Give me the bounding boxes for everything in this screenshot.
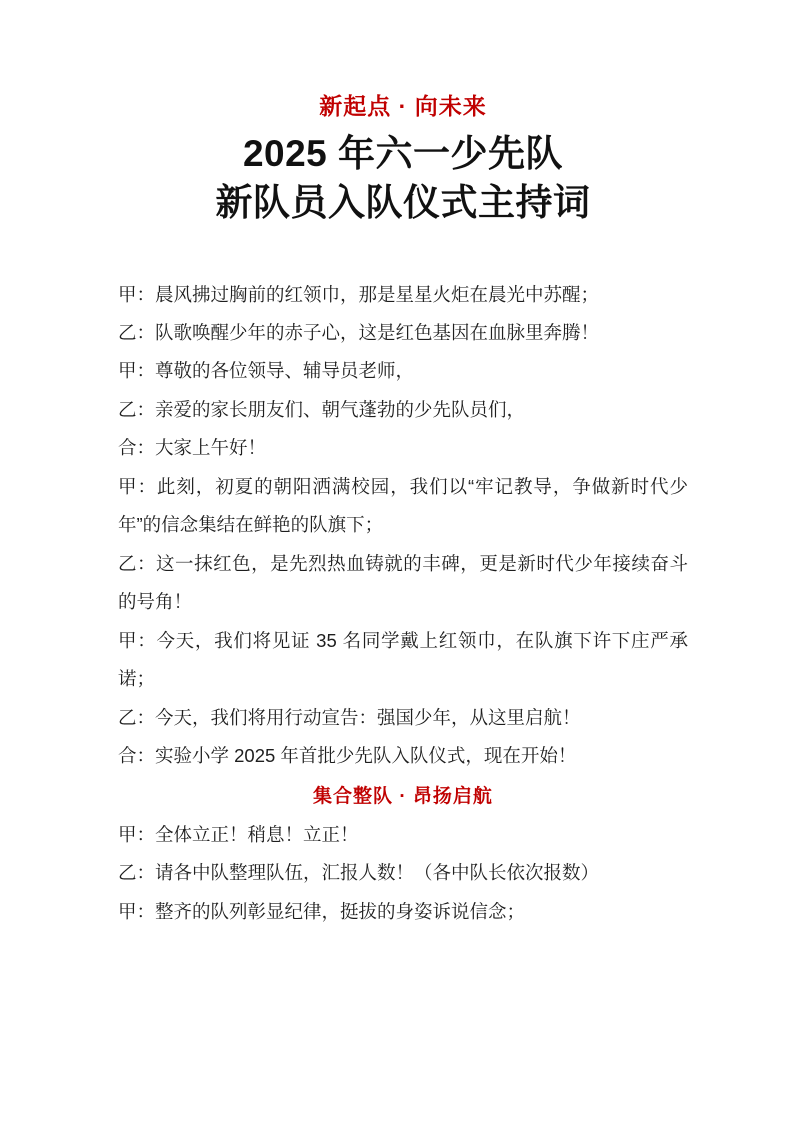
script-line: 乙：队歌唤醒少年的赤子心，这是红色基因在血脉里奔腾！	[118, 322, 600, 344]
script-line: 甲：此刻，初夏的朝阳洒满校园，我们以“牢记教导，争做新时代少年”的信念集结在鲜艳的队旗下；	[118, 475, 688, 536]
page-title	[118, 130, 688, 228]
document-kicker: 新起点 · 向未来	[319, 93, 487, 119]
script-line: 合：大家上午好！	[118, 437, 267, 459]
script-line: 甲：晨风拂过胸前的红领巾，那是星星火炬在晨光中苏醒；	[118, 283, 600, 305]
script-line: 乙：这一抹红色，是先烈热血铸就的丰碑，更是新时代少年接续奋斗的号角！	[118, 552, 688, 613]
script-line: 乙：请各中队整理队伍，汇报人数！（各中队长依次报数）	[118, 862, 600, 884]
page-title-line-2: 新队员入队仪式主持词	[215, 181, 591, 223]
section-heading: 集合整队 · 昂扬启航	[313, 785, 493, 807]
script-line: 甲：尊敬的各位领导、辅导员老师，	[118, 360, 415, 382]
page-title-line-1: 2025 年六一少先队	[242, 132, 564, 174]
script-line: 甲：整齐的队列彰显纪律，挺拔的身姿诉说信念；	[118, 900, 526, 922]
title-body-spacer	[118, 242, 688, 276]
script-line: 甲：今天，我们将见证 35 名同学戴上红领巾，在队旗下许下庄严承诺；	[118, 629, 688, 690]
script-line: 甲：全体立正！稍息！立正！	[118, 823, 359, 845]
script-line: 乙：今天，我们将用行动宣告：强国少年，从这里启航！	[118, 706, 581, 728]
script-line: 乙：亲爱的家长朋友们、朝气蓬勃的少先队员们，	[118, 398, 526, 420]
document-body	[118, 276, 688, 932]
script-line: 合：实验小学 2025 年首批少先队入队仪式，现在开始！	[118, 745, 577, 767]
